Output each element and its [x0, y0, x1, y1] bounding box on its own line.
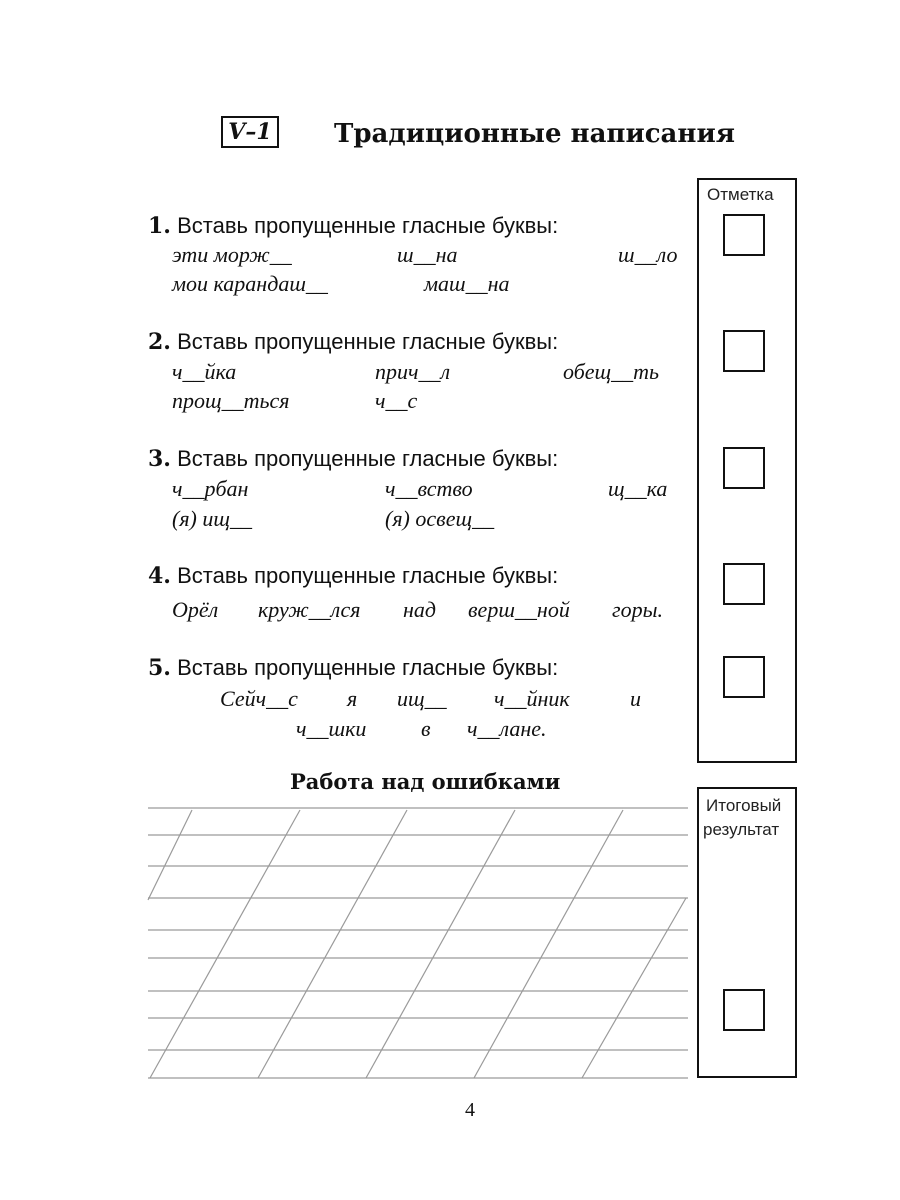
page-number: 4: [465, 1099, 475, 1121]
task-1-word: маш__на: [424, 271, 510, 296]
task-4-word: горы.: [612, 597, 663, 622]
mark-checkbox-3[interactable]: [723, 447, 765, 489]
result-checkbox[interactable]: [723, 989, 765, 1031]
handwriting-practice-grid[interactable]: [140, 805, 695, 1090]
task-3-word: (я) освещ__: [385, 506, 495, 531]
task-2-instruction: [148, 328, 558, 356]
task-4-instruction: [148, 562, 558, 590]
task-3-word: ч__рбан: [172, 476, 249, 501]
task-2-word: прощ__ться: [172, 388, 290, 413]
task-2-word: прич__л: [375, 359, 451, 384]
task-5-word: ч__лане.: [467, 716, 547, 741]
task-4-word: Орёл: [172, 597, 219, 622]
mark-checkbox-1[interactable]: [723, 214, 765, 256]
task-number: 1.: [148, 213, 171, 239]
mark-column: [697, 178, 797, 763]
result-column: [697, 787, 797, 1078]
task-text: Вставь пропущенные гласные буквы:: [177, 446, 559, 471]
grid-slant: [258, 810, 407, 1078]
task-1-word: эти морж__: [172, 242, 292, 267]
page-title: Традиционные написания: [334, 119, 735, 149]
task-3-word: ч__вство: [385, 476, 473, 501]
variant-label: V–1: [221, 116, 279, 148]
task-1-instruction: [148, 212, 558, 240]
task-1-word: ш__на: [397, 242, 458, 267]
task-5-word: Сейч__с: [220, 686, 298, 711]
task-4-word: верш__ной: [468, 597, 570, 622]
task-text: Вставь пропущенные гласные буквы:: [177, 655, 559, 680]
task-2-word: ч__с: [375, 388, 418, 413]
task-5-word: и: [630, 686, 641, 711]
task-5-word: ищ__: [397, 686, 447, 711]
task-5-word: ч__йник: [494, 686, 570, 711]
grid-slant: [148, 810, 192, 900]
task-1-word: мои карандаш__: [172, 271, 328, 296]
task-4-word: над: [403, 597, 437, 622]
mark-checkbox-2[interactable]: [723, 330, 765, 372]
grid-slant: [474, 810, 623, 1078]
task-number: 2.: [148, 329, 171, 355]
mark-checkbox-5[interactable]: [723, 656, 765, 698]
task-3-word: щ__ка: [608, 476, 668, 501]
mark-checkbox-4[interactable]: [723, 563, 765, 605]
task-1-word: ш__ло: [618, 242, 678, 267]
task-3-instruction: [148, 445, 558, 473]
errors-section-title: Работа над ошибками: [290, 769, 561, 794]
task-text: Вставь пропущенные гласные буквы:: [177, 563, 559, 588]
task-4-word: круж__лся: [258, 597, 361, 622]
grid-slant: [366, 810, 515, 1078]
task-3-word: (я) ищ__: [172, 506, 252, 531]
task-2-word: ч__йка: [172, 359, 237, 384]
grid-slant: [582, 898, 686, 1078]
task-number: 3.: [148, 446, 171, 472]
mark-column-label: Отметка: [707, 185, 774, 204]
task-number: 4.: [148, 563, 171, 589]
task-5-word: в: [421, 716, 431, 741]
task-number: 5.: [148, 655, 171, 681]
result-column-label-1: Итоговый: [706, 796, 782, 815]
task-5-word: я: [347, 686, 358, 711]
task-2-word: обещ__ть: [563, 359, 660, 384]
result-column-label-2: результат: [703, 820, 780, 839]
task-text: Вставь пропущенные гласные буквы:: [177, 213, 559, 238]
task-text: Вставь пропущенные гласные буквы:: [177, 329, 559, 354]
task-5-word: ч__шки: [296, 716, 367, 741]
task-5-instruction: [148, 654, 558, 682]
